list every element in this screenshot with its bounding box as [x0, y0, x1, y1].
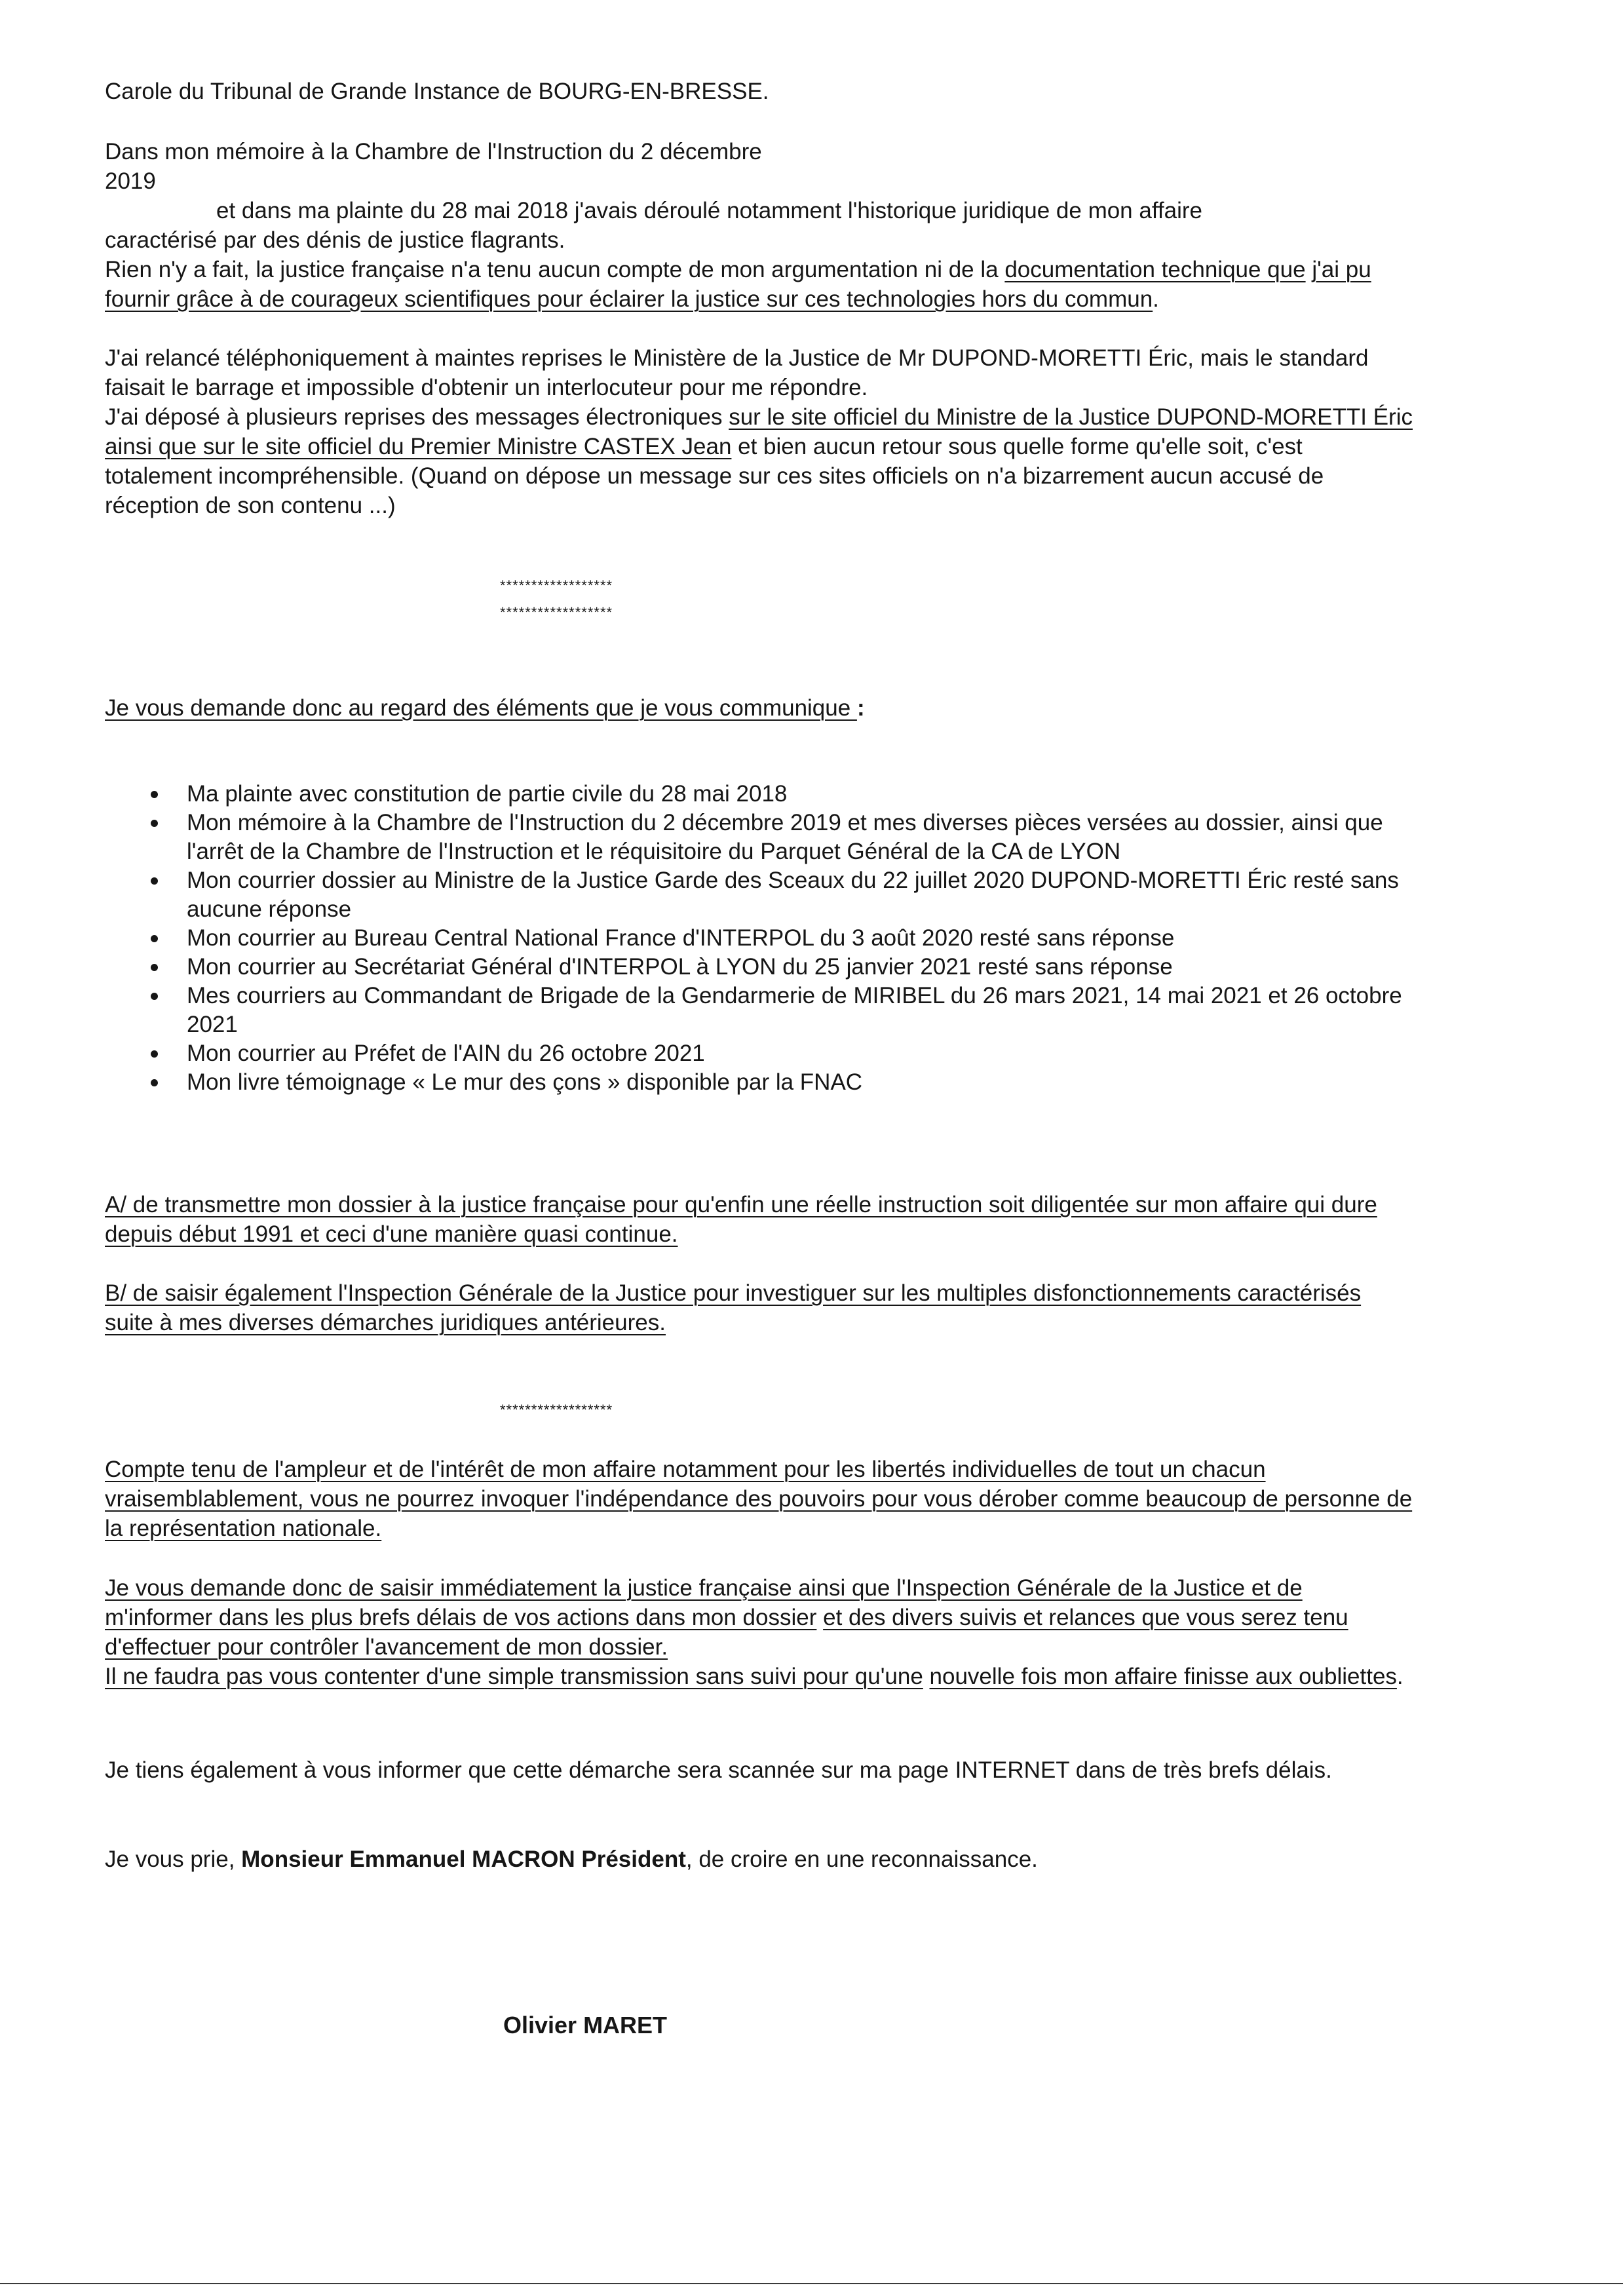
list-item: Mon courrier au Bureau Central National France d'INTERPOL du 3 août 2020 resté sans réponse	[151, 924, 1402, 953]
documents-list	[151, 780, 1402, 1097]
header-line: Carole du Tribunal de Grande Instance de BOURG-EN-BRESSE.	[105, 79, 769, 104]
paragraph-saisir: Je vous demande donc de saisir immédiatement la justice française ainsi que l'Inspection Générale de la Justice et de m'informer dans les plus brefs délais de vos actions dans mon dossier et des divers suivis et relances que vous serez tenu d'effectuer pour contrôler l'avancement de mon dossier. Il ne faudra pas vous contenter d'une simple transmission sans suivi pour qu'une nouvelle fois mon affaire finisse aux oubliettes.	[105, 1575, 1403, 1689]
addressee-name: Monsieur Emmanuel MACRON Président	[241, 1846, 686, 1872]
bullet-icon	[151, 993, 158, 1000]
paragraph-memoire	[105, 137, 1415, 255]
bullet-icon	[151, 935, 158, 942]
documentation-link-text: documentation technique que	[1004, 257, 1306, 282]
separator-stars-1: ******************	[500, 577, 613, 594]
bullet-icon	[151, 791, 158, 798]
bullet-icon	[151, 1050, 158, 1058]
list-item: Mon mémoire à la Chambre de l'Instruction du 2 décembre 2019 et mes diverses pièces versées au dossier, ainsi que l'arrêt de la Chambre de l'Instruction et le réquisitoire du Parquet Général de la CA de LYON	[151, 809, 1402, 866]
bullet-icon	[151, 964, 158, 971]
bullet-icon	[151, 820, 158, 827]
closing-sentence: Je vous prie, Monsieur Emmanuel MACRON Président, de croire en une reconnaissance.	[105, 1846, 1038, 1872]
list-item: Ma plainte avec constitution de partie civile du 28 mai 2018	[151, 780, 1402, 809]
paragraph-compte-tenu: Compte tenu de l'ampleur et de l'intérêt de mon affaire notamment pour les libertés individuelles de tout un chacun vraisemblablement, vous ne pourrez invoquer l'indépendance des pouvoirs pour vous dérober comme beaucoup de personne de la représentation nationale.	[105, 1457, 1413, 1541]
list-item: Mon courrier au Préfet de l'AIN du 26 octobre 2021	[151, 1039, 1402, 1068]
paragraph-memoire-line1: Dans mon mémoire à la Chambre de l'Instruction du 2 décembre	[105, 139, 762, 164]
paragraph-memoire-line2: 2019	[105, 168, 156, 194]
separator-stars-2: ******************	[500, 604, 613, 621]
bottom-rule	[0, 2283, 1623, 2284]
request-item-a: A/ de transmettre mon dossier à la justice française pour qu'enfin une réelle instruction soit diligentée sur mon affaire qui dure depuis début 1991 et ceci d'une manière quasi continue.	[105, 1192, 1377, 1247]
list-item: Mon courrier au Secrétariat Général d'INTERPOL à LYON du 25 janvier 2021 resté sans réponse	[151, 953, 1402, 982]
paragraph-rien: Rien n'y a fait, la justice française n'a tenu aucun compte de mon argumentation ni de la documentation technique que j'ai pu fournir grâce à de courageux scientifiques pour éclairer la justice sur ces technologies hors du commun.	[105, 257, 1371, 312]
list-item: Mes courriers au Commandant de Brigade de la Gendarmerie de MIRIBEL du 26 mars 2021, 14 mai 2021 et 26 octobre 2021	[151, 982, 1402, 1039]
scientists-underlined-text: j'ai pu fournir grâce à de courageux scientifiques pour éclairer la justice sur ces technologies hors du commun	[105, 257, 1371, 312]
paragraph-memoire-line4: caractérisé par des dénis de justice flagrants.	[105, 227, 565, 253]
official-sites-underlined-text: sur le site officiel du Ministre de la Justice DUPOND-MORETTI Éric ainsi que sur le site officiel du Premier Ministre CASTEX Jean	[105, 404, 1413, 459]
bullet-icon	[151, 1079, 158, 1086]
paragraph-memoire-line3: et dans ma plainte du 28 mai 2018 j'avais déroulé notamment l'historique juridique de mon affaire	[216, 198, 1203, 223]
request-heading: Je vous demande donc au regard des éléments que je vous communique :	[105, 695, 865, 721]
paragraph-internet: Je tiens également à vous informer que cette démarche sera scannée sur ma page INTERNET dans de très brefs délais.	[105, 1757, 1332, 1783]
request-item-b: B/ de saisir également l'Inspection Générale de la Justice pour investiguer sur les multiples disfonctionnements caractérisés suite à mes diverses démarches juridiques antérieures.	[105, 1280, 1362, 1335]
list-item: Mon courrier dossier au Ministre de la Justice Garde des Sceaux du 22 juillet 2020 DUPOND-MORETTI Éric resté sans aucune réponse	[151, 866, 1402, 924]
list-item: Mon livre témoignage « Le mur des çons » disponible par la FNAC	[151, 1068, 1402, 1097]
paragraph-messages: J'ai déposé à plusieurs reprises des messages électroniques sur le site officiel du Ministre de la Justice DUPOND-MORETTI Éric ainsi que sur le site officiel du Premier Ministre CASTEX Jean et bien aucun retour sous quelle forme qu'elle soit, c'est totalement incompréhensible. (Quand on dépose un message sur ces sites officiels on n'a bizarrement aucun accusé de réception de son contenu ...)	[105, 404, 1413, 518]
signature-name: Olivier MARET	[503, 2012, 668, 2038]
paragraph-telephone: J'ai relancé téléphoniquement à maintes reprises le Ministère de la Justice de Mr DUPOND-MORETTI Éric, mais le standard faisait le barrage et impossible d'obtenir un interlocuteur pour me répondre.	[105, 345, 1369, 400]
bullet-icon	[151, 877, 158, 885]
separator-stars-3: ******************	[500, 1402, 613, 1418]
